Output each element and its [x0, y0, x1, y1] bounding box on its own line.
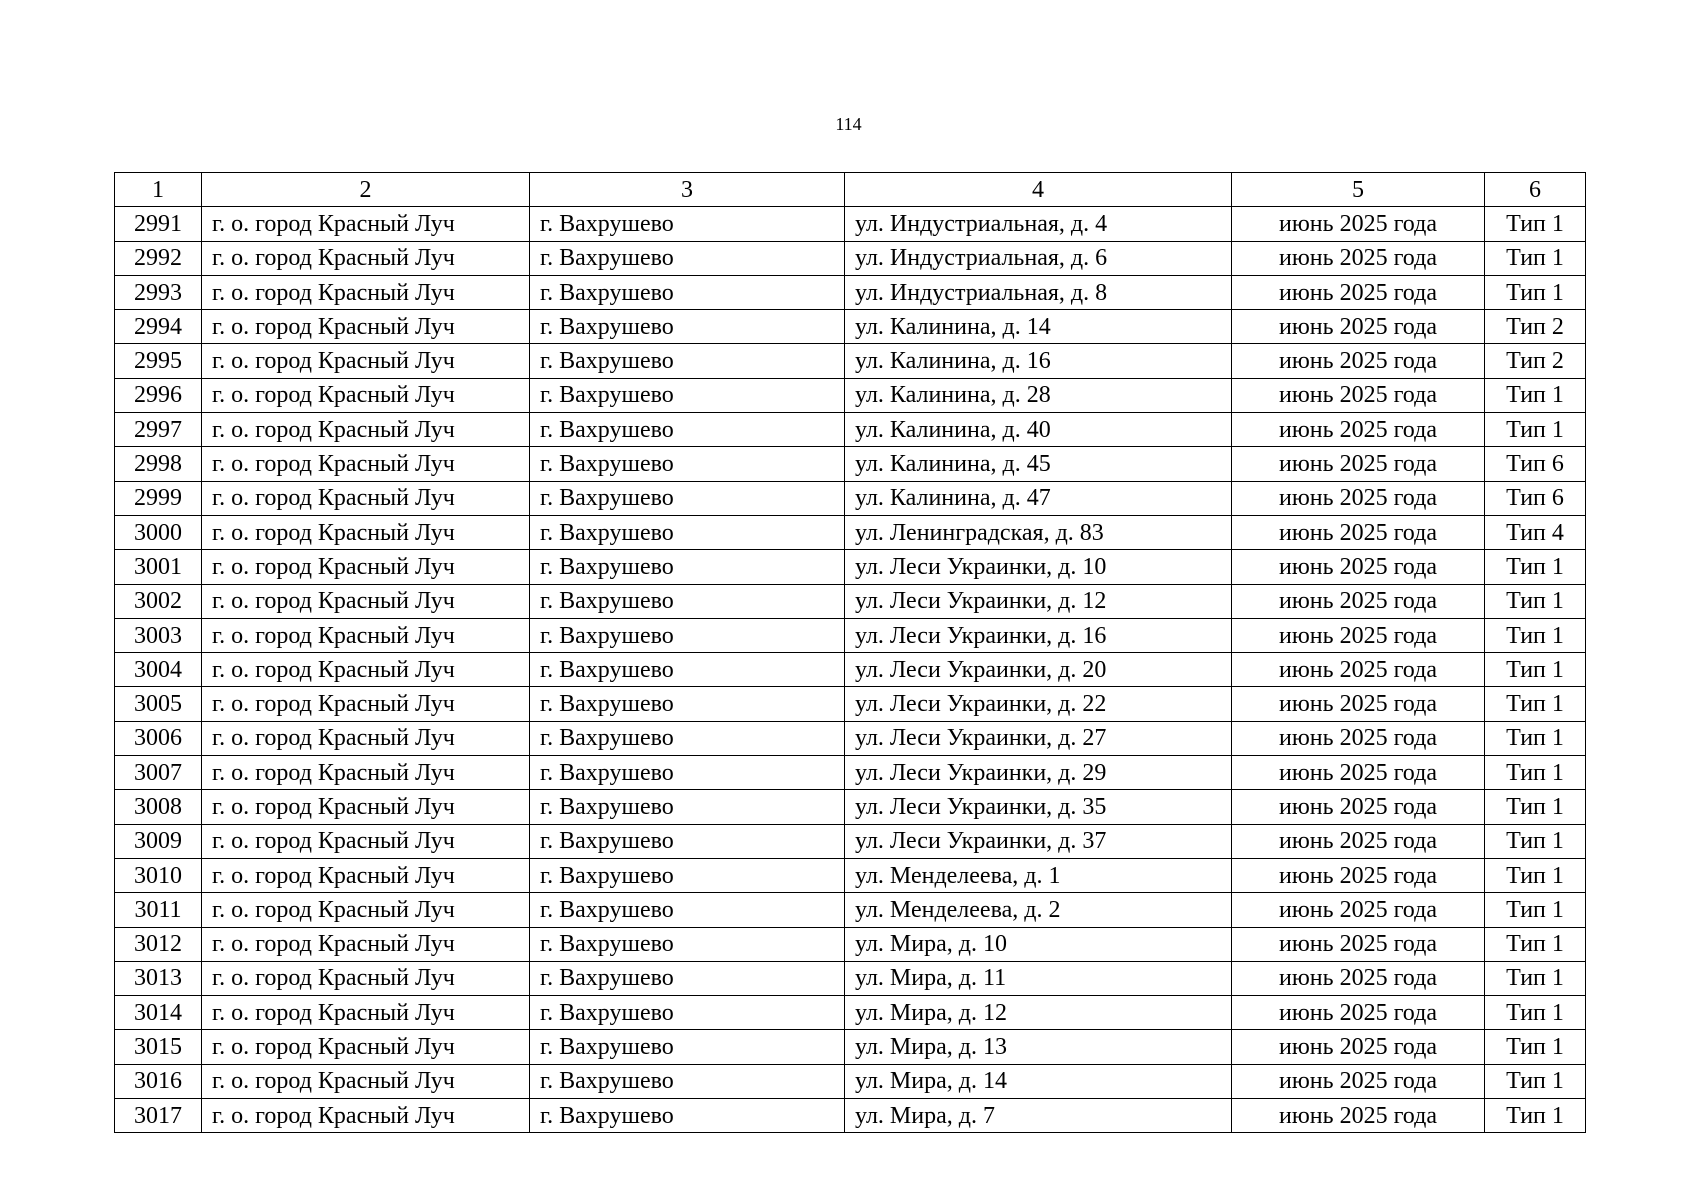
row-number-cell: 3012 [115, 927, 202, 961]
locality-cell: г. Вахрушево [530, 618, 845, 652]
type-cell: Тип 1 [1485, 1030, 1586, 1064]
district-cell: г. о. город Красный Луч [202, 1064, 530, 1098]
date-cell: июнь 2025 года [1232, 927, 1485, 961]
type-cell: Тип 1 [1485, 207, 1586, 241]
date-cell: июнь 2025 года [1232, 413, 1485, 447]
district-cell: г. о. город Красный Луч [202, 550, 530, 584]
date-cell: июнь 2025 года [1232, 344, 1485, 378]
locality-cell: г. Вахрушево [530, 927, 845, 961]
row-number-cell: 2999 [115, 481, 202, 515]
address-cell: ул. Менделеева, д. 2 [845, 893, 1232, 927]
table-row [115, 1099, 1586, 1133]
address-cell: ул. Леси Украинки, д. 20 [845, 653, 1232, 687]
district-cell: г. о. город Красный Луч [202, 413, 530, 447]
type-cell: Тип 1 [1485, 378, 1586, 412]
address-cell: ул. Мира, д. 7 [845, 1099, 1232, 1133]
date-cell: июнь 2025 года [1232, 824, 1485, 858]
type-cell: Тип 1 [1485, 756, 1586, 790]
district-cell: г. о. город Красный Луч [202, 1030, 530, 1064]
address-cell: ул. Менделеева, д. 1 [845, 858, 1232, 892]
address-cell: ул. Леси Украинки, д. 22 [845, 687, 1232, 721]
column-header-address: 4 [845, 173, 1232, 207]
row-number-cell: 3006 [115, 721, 202, 755]
locality-cell: г. Вахрушево [530, 447, 845, 481]
type-cell: Тип 1 [1485, 687, 1586, 721]
address-cell: ул. Калинина, д. 16 [845, 344, 1232, 378]
address-cell: ул. Калинина, д. 40 [845, 413, 1232, 447]
address-cell: ул. Калинина, д. 14 [845, 310, 1232, 344]
table-row [115, 481, 1586, 515]
locality-cell: г. Вахрушево [530, 721, 845, 755]
row-number-cell: 3005 [115, 687, 202, 721]
date-cell: июнь 2025 года [1232, 756, 1485, 790]
address-cell: ул. Мира, д. 13 [845, 1030, 1232, 1064]
locality-cell: г. Вахрушево [530, 344, 845, 378]
row-number-cell: 2992 [115, 241, 202, 275]
district-cell: г. о. город Красный Луч [202, 378, 530, 412]
type-cell: Тип 1 [1485, 550, 1586, 584]
date-cell: июнь 2025 года [1232, 961, 1485, 995]
date-cell: июнь 2025 года [1232, 241, 1485, 275]
row-number-cell: 3015 [115, 1030, 202, 1064]
date-cell: июнь 2025 года [1232, 584, 1485, 618]
table-row [115, 721, 1586, 755]
district-cell: г. о. город Красный Луч [202, 824, 530, 858]
district-cell: г. о. город Красный Луч [202, 653, 530, 687]
locality-cell: г. Вахрушево [530, 310, 845, 344]
district-cell: г. о. город Красный Луч [202, 927, 530, 961]
locality-cell: г. Вахрушево [530, 756, 845, 790]
row-number-cell: 3016 [115, 1064, 202, 1098]
column-header-type: 6 [1485, 173, 1586, 207]
type-cell: Тип 1 [1485, 893, 1586, 927]
locality-cell: г. Вахрушево [530, 790, 845, 824]
type-cell: Тип 1 [1485, 858, 1586, 892]
locality-cell: г. Вахрушево [530, 858, 845, 892]
row-number-cell: 3011 [115, 893, 202, 927]
type-cell: Тип 1 [1485, 584, 1586, 618]
row-number-cell: 2994 [115, 310, 202, 344]
column-header-date: 5 [1232, 173, 1485, 207]
address-cell: ул. Мира, д. 12 [845, 996, 1232, 1030]
table-row [115, 275, 1586, 309]
row-number-cell: 3010 [115, 858, 202, 892]
row-number-cell: 2996 [115, 378, 202, 412]
locality-cell: г. Вахрушево [530, 961, 845, 995]
locality-cell: г. Вахрушево [530, 550, 845, 584]
locality-cell: г. Вахрушево [530, 584, 845, 618]
table-row [115, 207, 1586, 241]
table-row [115, 241, 1586, 275]
date-cell: июнь 2025 года [1232, 550, 1485, 584]
type-cell: Тип 1 [1485, 996, 1586, 1030]
district-cell: г. о. город Красный Луч [202, 996, 530, 1030]
table-row [115, 687, 1586, 721]
table-row [115, 756, 1586, 790]
address-cell: ул. Индустриальная, д. 8 [845, 275, 1232, 309]
row-number-cell: 2997 [115, 413, 202, 447]
row-number-cell: 3007 [115, 756, 202, 790]
column-header-district: 2 [202, 173, 530, 207]
district-cell: г. о. город Красный Луч [202, 481, 530, 515]
table-row [115, 550, 1586, 584]
district-cell: г. о. город Красный Луч [202, 1099, 530, 1133]
date-cell: июнь 2025 года [1232, 1064, 1485, 1098]
locality-cell: г. Вахрушево [530, 893, 845, 927]
type-cell: Тип 6 [1485, 447, 1586, 481]
table-row [115, 1030, 1586, 1064]
date-cell: июнь 2025 года [1232, 893, 1485, 927]
date-cell: июнь 2025 года [1232, 378, 1485, 412]
row-number-cell: 3009 [115, 824, 202, 858]
type-cell: Тип 1 [1485, 653, 1586, 687]
type-cell: Тип 1 [1485, 721, 1586, 755]
district-cell: г. о. город Красный Луч [202, 756, 530, 790]
address-cell: ул. Леси Украинки, д. 12 [845, 584, 1232, 618]
locality-cell: г. Вахрушево [530, 996, 845, 1030]
date-cell: июнь 2025 года [1232, 790, 1485, 824]
locality-cell: г. Вахрушево [530, 687, 845, 721]
type-cell: Тип 1 [1485, 1099, 1586, 1133]
locality-cell: г. Вахрушево [530, 653, 845, 687]
table-row [115, 584, 1586, 618]
column-header-locality: 3 [530, 173, 845, 207]
table-row [115, 927, 1586, 961]
date-cell: июнь 2025 года [1232, 1030, 1485, 1064]
type-cell: Тип 1 [1485, 927, 1586, 961]
locality-cell: г. Вахрушево [530, 207, 845, 241]
address-cell: ул. Леси Украинки, д. 27 [845, 721, 1232, 755]
locality-cell: г. Вахрушево [530, 275, 845, 309]
type-cell: Тип 1 [1485, 824, 1586, 858]
address-cell: ул. Леси Украинки, д. 10 [845, 550, 1232, 584]
type-cell: Тип 1 [1485, 241, 1586, 275]
row-number-cell: 2991 [115, 207, 202, 241]
address-cell: ул. Леси Украинки, д. 29 [845, 756, 1232, 790]
table-row [115, 858, 1586, 892]
type-cell: Тип 1 [1485, 790, 1586, 824]
type-cell: Тип 1 [1485, 961, 1586, 995]
date-cell: июнь 2025 года [1232, 858, 1485, 892]
table-row [115, 653, 1586, 687]
district-cell: г. о. город Красный Луч [202, 790, 530, 824]
address-cell: ул. Индустриальная, д. 4 [845, 207, 1232, 241]
district-cell: г. о. город Красный Луч [202, 721, 530, 755]
district-cell: г. о. город Красный Луч [202, 241, 530, 275]
date-cell: июнь 2025 года [1232, 207, 1485, 241]
address-cell: ул. Калинина, д. 28 [845, 378, 1232, 412]
row-number-cell: 3017 [115, 1099, 202, 1133]
row-number-cell: 2998 [115, 447, 202, 481]
district-cell: г. о. город Красный Луч [202, 447, 530, 481]
type-cell: Тип 1 [1485, 275, 1586, 309]
locality-cell: г. Вахрушево [530, 1030, 845, 1064]
table-row [115, 618, 1586, 652]
district-cell: г. о. город Красный Луч [202, 207, 530, 241]
district-cell: г. о. город Красный Луч [202, 344, 530, 378]
date-cell: июнь 2025 года [1232, 653, 1485, 687]
table-row [115, 996, 1586, 1030]
date-cell: июнь 2025 года [1232, 447, 1485, 481]
address-cell: ул. Мира, д. 11 [845, 961, 1232, 995]
row-number-cell: 3003 [115, 618, 202, 652]
type-cell: Тип 1 [1485, 413, 1586, 447]
table-row [115, 790, 1586, 824]
column-header-number: 1 [115, 173, 202, 207]
row-number-cell: 3001 [115, 550, 202, 584]
row-number-cell: 2993 [115, 275, 202, 309]
table-row [115, 310, 1586, 344]
date-cell: июнь 2025 года [1232, 310, 1485, 344]
table-row [115, 344, 1586, 378]
type-cell: Тип 2 [1485, 344, 1586, 378]
address-cell: ул. Леси Украинки, д. 16 [845, 618, 1232, 652]
table-body [115, 207, 1586, 1133]
address-cell: ул. Леси Украинки, д. 35 [845, 790, 1232, 824]
row-number-cell: 2995 [115, 344, 202, 378]
table-row [115, 447, 1586, 481]
address-cell: ул. Индустриальная, д. 6 [845, 241, 1232, 275]
table-row [115, 515, 1586, 549]
address-cell: ул. Мира, д. 14 [845, 1064, 1232, 1098]
date-cell: июнь 2025 года [1232, 481, 1485, 515]
address-cell: ул. Калинина, д. 45 [845, 447, 1232, 481]
type-cell: Тип 2 [1485, 310, 1586, 344]
address-cell: ул. Леси Украинки, д. 37 [845, 824, 1232, 858]
locality-cell: г. Вахрушево [530, 481, 845, 515]
locality-cell: г. Вахрушево [530, 378, 845, 412]
locality-cell: г. Вахрушево [530, 1099, 845, 1133]
header-row [115, 173, 1586, 207]
address-cell: ул. Калинина, д. 47 [845, 481, 1232, 515]
district-cell: г. о. город Красный Луч [202, 515, 530, 549]
address-cell: ул. Ленинградская, д. 83 [845, 515, 1232, 549]
type-cell: Тип 6 [1485, 481, 1586, 515]
table-row [115, 413, 1586, 447]
type-cell: Тип 1 [1485, 1064, 1586, 1098]
table-row [115, 1064, 1586, 1098]
row-number-cell: 3000 [115, 515, 202, 549]
row-number-cell: 3013 [115, 961, 202, 995]
date-cell: июнь 2025 года [1232, 275, 1485, 309]
type-cell: Тип 4 [1485, 515, 1586, 549]
date-cell: июнь 2025 года [1232, 515, 1485, 549]
table-row [115, 378, 1586, 412]
row-number-cell: 3002 [115, 584, 202, 618]
district-cell: г. о. город Красный Луч [202, 687, 530, 721]
housing-register-table [114, 172, 1586, 1133]
locality-cell: г. Вахрушево [530, 515, 845, 549]
date-cell: июнь 2025 года [1232, 618, 1485, 652]
row-number-cell: 3004 [115, 653, 202, 687]
locality-cell: г. Вахрушево [530, 241, 845, 275]
date-cell: июнь 2025 года [1232, 687, 1485, 721]
table-row [115, 824, 1586, 858]
table-row [115, 893, 1586, 927]
page-number: 114 [835, 114, 862, 134]
district-cell: г. о. город Красный Луч [202, 275, 530, 309]
district-cell: г. о. город Красный Луч [202, 893, 530, 927]
locality-cell: г. Вахрушево [530, 413, 845, 447]
district-cell: г. о. город Красный Луч [202, 961, 530, 995]
address-cell: ул. Мира, д. 10 [845, 927, 1232, 961]
district-cell: г. о. город Красный Луч [202, 618, 530, 652]
locality-cell: г. Вахрушево [530, 824, 845, 858]
date-cell: июнь 2025 года [1232, 1099, 1485, 1133]
date-cell: июнь 2025 года [1232, 996, 1485, 1030]
table-row [115, 961, 1586, 995]
district-cell: г. о. город Красный Луч [202, 310, 530, 344]
locality-cell: г. Вахрушево [530, 1064, 845, 1098]
row-number-cell: 3008 [115, 790, 202, 824]
date-cell: июнь 2025 года [1232, 721, 1485, 755]
district-cell: г. о. город Красный Луч [202, 584, 530, 618]
type-cell: Тип 1 [1485, 618, 1586, 652]
district-cell: г. о. город Красный Луч [202, 858, 530, 892]
row-number-cell: 3014 [115, 996, 202, 1030]
